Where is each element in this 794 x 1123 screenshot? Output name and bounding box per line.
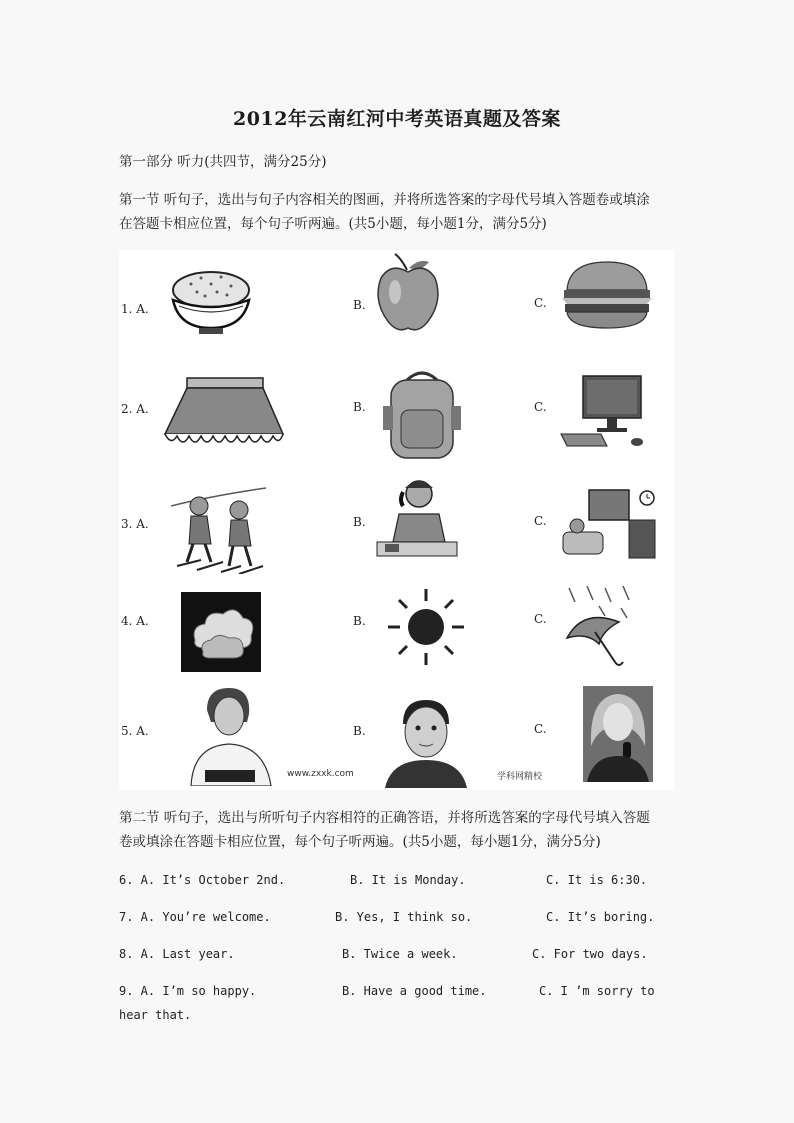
q7-option-b: B. Yes, I think so.	[335, 910, 473, 924]
q9-option-b: B. Have a good time.	[342, 984, 487, 998]
section1-instruction-line1: 第一节 听句子，选出与句子内容相关的图画，并将所选答案的字母代号填入答题卷或填涂	[119, 192, 650, 208]
row2-c-label: C.	[534, 400, 547, 414]
row4-b-label: B.	[353, 614, 366, 628]
row2-b-label: B.	[353, 400, 366, 414]
row1-num-label: 1. A.	[121, 302, 149, 316]
phone-call-icon	[375, 476, 459, 560]
page-title: 2012年云南红河中考英语真题及答案	[233, 108, 561, 130]
part1-heading: 第一部分 听力(共四节，满分25分)	[119, 154, 327, 170]
apple-icon	[371, 252, 446, 337]
q6-option-c: C. It is 6:30.	[546, 873, 648, 887]
watching-tv-icon	[559, 488, 659, 560]
row1-b-label: B.	[353, 298, 366, 312]
q8-option-b: B. Twice a week.	[342, 947, 458, 961]
section1-instruction-line2: 在答题卡相应位置，每个句子听两遍。(共5小题，每小题1分，满分5分)	[119, 216, 547, 232]
q7-option-c: C. It’s boring.	[546, 910, 655, 924]
cloudy-icon	[181, 592, 261, 672]
row5-b-label: B.	[353, 724, 366, 738]
q9-option-c: C. I ’m sorry to	[539, 984, 655, 998]
q6-option-a: 6. A. It’s October 2nd.	[119, 873, 286, 887]
backpack-icon	[381, 366, 463, 462]
row4-num-label: 4. A.	[121, 614, 149, 628]
rice-bowl-icon	[169, 262, 254, 337]
computer-icon	[557, 374, 649, 454]
row2-num-label: 2. A.	[121, 402, 149, 416]
boy-portrait-icon	[381, 698, 471, 788]
hamburger-icon	[559, 258, 654, 330]
rainy-icon	[559, 586, 641, 668]
row3-b-label: B.	[353, 515, 366, 529]
row1-c-label: C.	[534, 296, 547, 310]
q9-option-a: 9. A. I’m so happy.	[119, 984, 257, 998]
section2-instruction-line1: 第二节 听句子，选出与所听句子内容相符的正确答语，并将所选答案的字母代号填入答题	[119, 810, 650, 826]
q6-option-b: B. It is Monday.	[350, 873, 466, 887]
woman-portrait-icon	[177, 686, 277, 786]
q8-option-a: 8. A. Last year.	[119, 947, 235, 961]
watermark-url: www.zxxk.com	[287, 769, 354, 779]
skiing-icon	[171, 486, 266, 574]
picture-panel	[119, 250, 674, 790]
q9-option-c-continued: hear that.	[119, 1008, 192, 1022]
row4-c-label: C.	[534, 612, 547, 626]
row3-num-label: 3. A.	[121, 517, 149, 531]
section2-instruction-line2: 卷或填涂在答题卡相应位置，每个句子听两遍。(共5小题，每小题1分，满分5分)	[119, 834, 601, 850]
sunny-icon	[384, 585, 468, 669]
skirt-icon	[159, 374, 289, 454]
row3-c-label: C.	[534, 514, 547, 528]
row5-c-label: C.	[534, 722, 547, 736]
singer-portrait-icon	[583, 686, 653, 782]
watermark-brand: 学科网精校	[497, 772, 543, 782]
q7-option-a: 7. A. You’re welcome.	[119, 910, 271, 924]
row5-num-label: 5. A.	[121, 724, 149, 738]
q8-option-c: C. For two days.	[532, 947, 648, 961]
